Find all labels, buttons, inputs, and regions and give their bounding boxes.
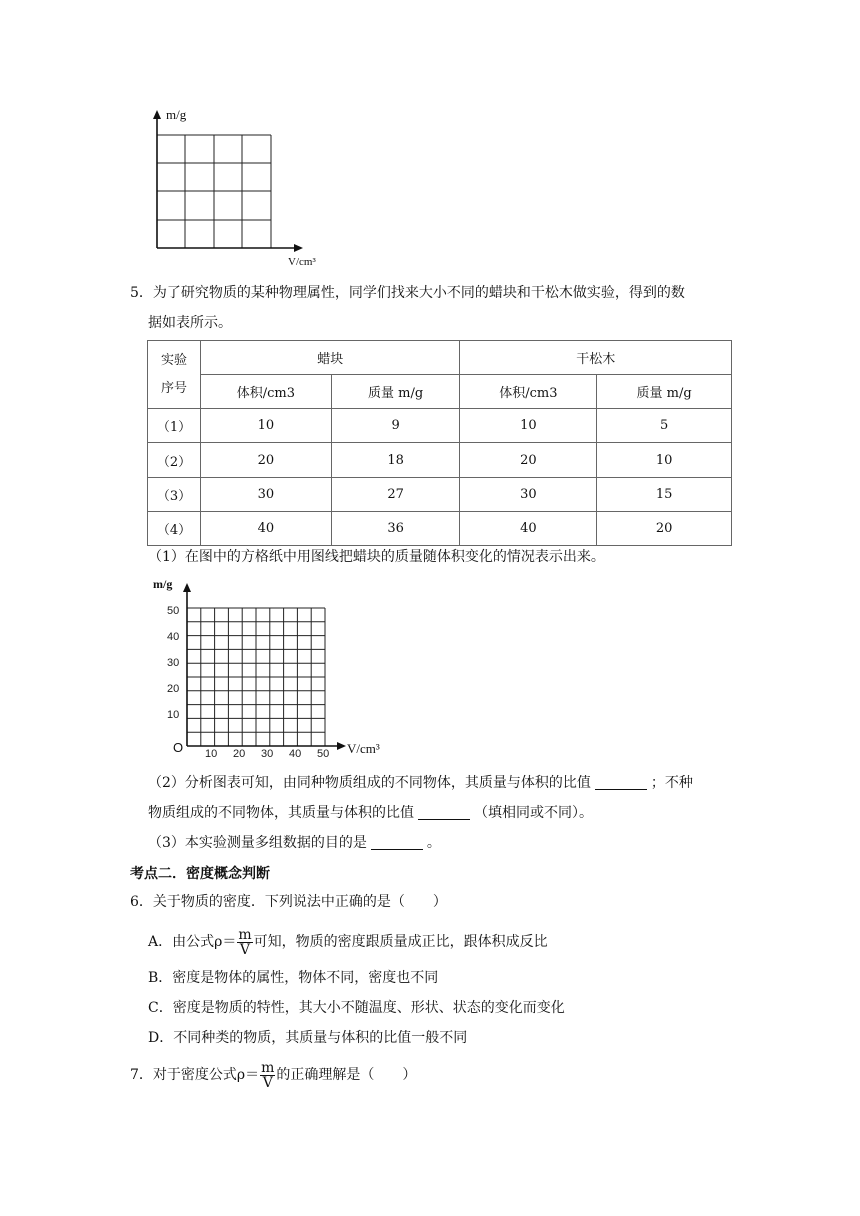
header-wax: 蜡块 — [200, 341, 460, 375]
q6-option-c[interactable]: C．密度是物质的特性，其大小不随温度、形状、状态的变化而变化 — [148, 1000, 565, 1016]
q6-a-post: 可知，物质的密度跟质量成正比，跟体积成反比 — [253, 934, 548, 950]
header-trial-line2: 序号 — [160, 380, 187, 396]
table-cell: 20 — [460, 443, 597, 477]
header-pine: 干松木 — [460, 341, 732, 375]
q7-pre: 7．对于密度公式ρ＝ — [130, 1067, 260, 1083]
sub2-text-c: 物质组成的不同物体，其质量与体积的比值 — [148, 805, 414, 821]
q5-line1: 5．为了研究物质的某种物理属性，同学们找来大小不同的蜡块和干松木做实验，得到的数 — [130, 285, 685, 301]
table-cell: （1） — [148, 409, 201, 443]
header-trial-line1: 实验 — [160, 352, 187, 368]
table-cell: 9 — [331, 409, 460, 443]
table-cell: 36 — [331, 511, 460, 545]
q6-option-d[interactable]: D．不同种类的物质，其质量与体积的比值一般不同 — [148, 1030, 468, 1046]
table-row — [148, 443, 732, 477]
q6-option-a[interactable] — [148, 927, 548, 957]
subheader-cell: 体积/cm3 — [200, 375, 331, 409]
q7-post: 的正确理解是（ ） — [276, 1067, 417, 1083]
subheader-cell: 质量 m/g — [597, 375, 732, 409]
sub3-text-a: （3）本实验测量多组数据的目的是 — [148, 835, 367, 851]
sub3-text-b: 。 — [426, 835, 441, 851]
table-row — [148, 409, 732, 443]
density-fraction — [260, 1061, 275, 1090]
data-table — [147, 340, 732, 546]
subheader-cell: 质量 m/g — [331, 375, 460, 409]
table-cell: 18 — [331, 443, 460, 477]
graph2-y-axis-label: m/g — [153, 577, 173, 591]
x-tick-label: 40 — [289, 748, 302, 760]
y-tick-label: 20 — [167, 683, 180, 695]
table-row — [148, 477, 732, 511]
fraction-denominator: V — [239, 941, 251, 958]
sub-question-3 — [148, 833, 441, 853]
table-row — [148, 511, 732, 545]
table-cell: 15 — [597, 477, 732, 511]
table-cell: 20 — [200, 443, 331, 477]
answer-blank[interactable] — [418, 805, 470, 820]
fraction-denominator: V — [262, 1074, 273, 1091]
x-tick-label: 20 — [233, 748, 246, 760]
x-tick-label: 10 — [205, 748, 218, 760]
sub2-text-a: （2）分析图表可知，由同种物质组成的不同物体，其质量与体积的比值 — [148, 775, 591, 791]
answer-blank[interactable] — [595, 775, 647, 790]
q6-stem: 6．关于物质的密度．下列说法中正确的是（ ） — [130, 894, 447, 910]
x-tick-label: 50 — [317, 748, 330, 760]
blank-grid-graph — [140, 100, 316, 275]
graph-paper-svg — [140, 575, 400, 765]
fraction-numerator: m — [261, 1059, 275, 1076]
table-cell: 5 — [597, 409, 732, 443]
table-cell: 10 — [200, 409, 331, 443]
fraction-numerator: m — [238, 926, 252, 943]
q7-stem — [130, 1060, 416, 1090]
sub2-text-d: （填相同或不同）。 — [474, 805, 593, 821]
origin-label: O — [173, 740, 184, 755]
graph-paper — [140, 575, 400, 765]
sub2-text-b: ；不种 — [650, 775, 693, 791]
density-fraction — [237, 928, 252, 957]
table-cell: 30 — [460, 477, 597, 511]
graph2-x-axis-label: V/cm³ — [347, 741, 380, 756]
sub-question-2-line2 — [148, 803, 593, 823]
q6-option-b[interactable]: B．密度是物体的属性，物体不同，密度也不同 — [148, 970, 439, 986]
x-axis-label: V/cm³ — [288, 256, 316, 268]
q6-a-pre: A．由公式ρ＝ — [148, 934, 237, 950]
x-tick-label: 30 — [261, 748, 274, 760]
table-cell: （3） — [148, 477, 201, 511]
header-trial-no — [148, 341, 201, 409]
table-cell: 20 — [597, 511, 732, 545]
y-tick-label: 50 — [167, 605, 180, 617]
y-tick-label: 40 — [167, 631, 180, 643]
table-cell: 30 — [200, 477, 331, 511]
y-tick-label: 30 — [167, 657, 180, 669]
q5-line2: 据如表所示。 — [148, 315, 232, 331]
section-heading: 考点二．密度概念判断 — [130, 866, 270, 882]
table-cell: 40 — [200, 511, 331, 545]
answer-blank[interactable] — [371, 835, 423, 850]
table-cell: （4） — [148, 511, 201, 545]
table-cell: 10 — [460, 409, 597, 443]
sub-question-2-line1 — [148, 773, 693, 793]
y-tick-label: 10 — [167, 709, 180, 721]
table-cell: 27 — [331, 477, 460, 511]
subheader-cell: 体积/cm3 — [460, 375, 597, 409]
sub-question-1: （1）在图中的方格纸中用图线把蜡块的质量随体积变化的情况表示出来。 — [148, 549, 605, 565]
blank-grid-svg — [140, 100, 310, 275]
y-axis-label: m/g — [166, 107, 187, 122]
table-cell: 40 — [460, 511, 597, 545]
table-cell: （2） — [148, 443, 201, 477]
table-cell: 10 — [597, 443, 732, 477]
